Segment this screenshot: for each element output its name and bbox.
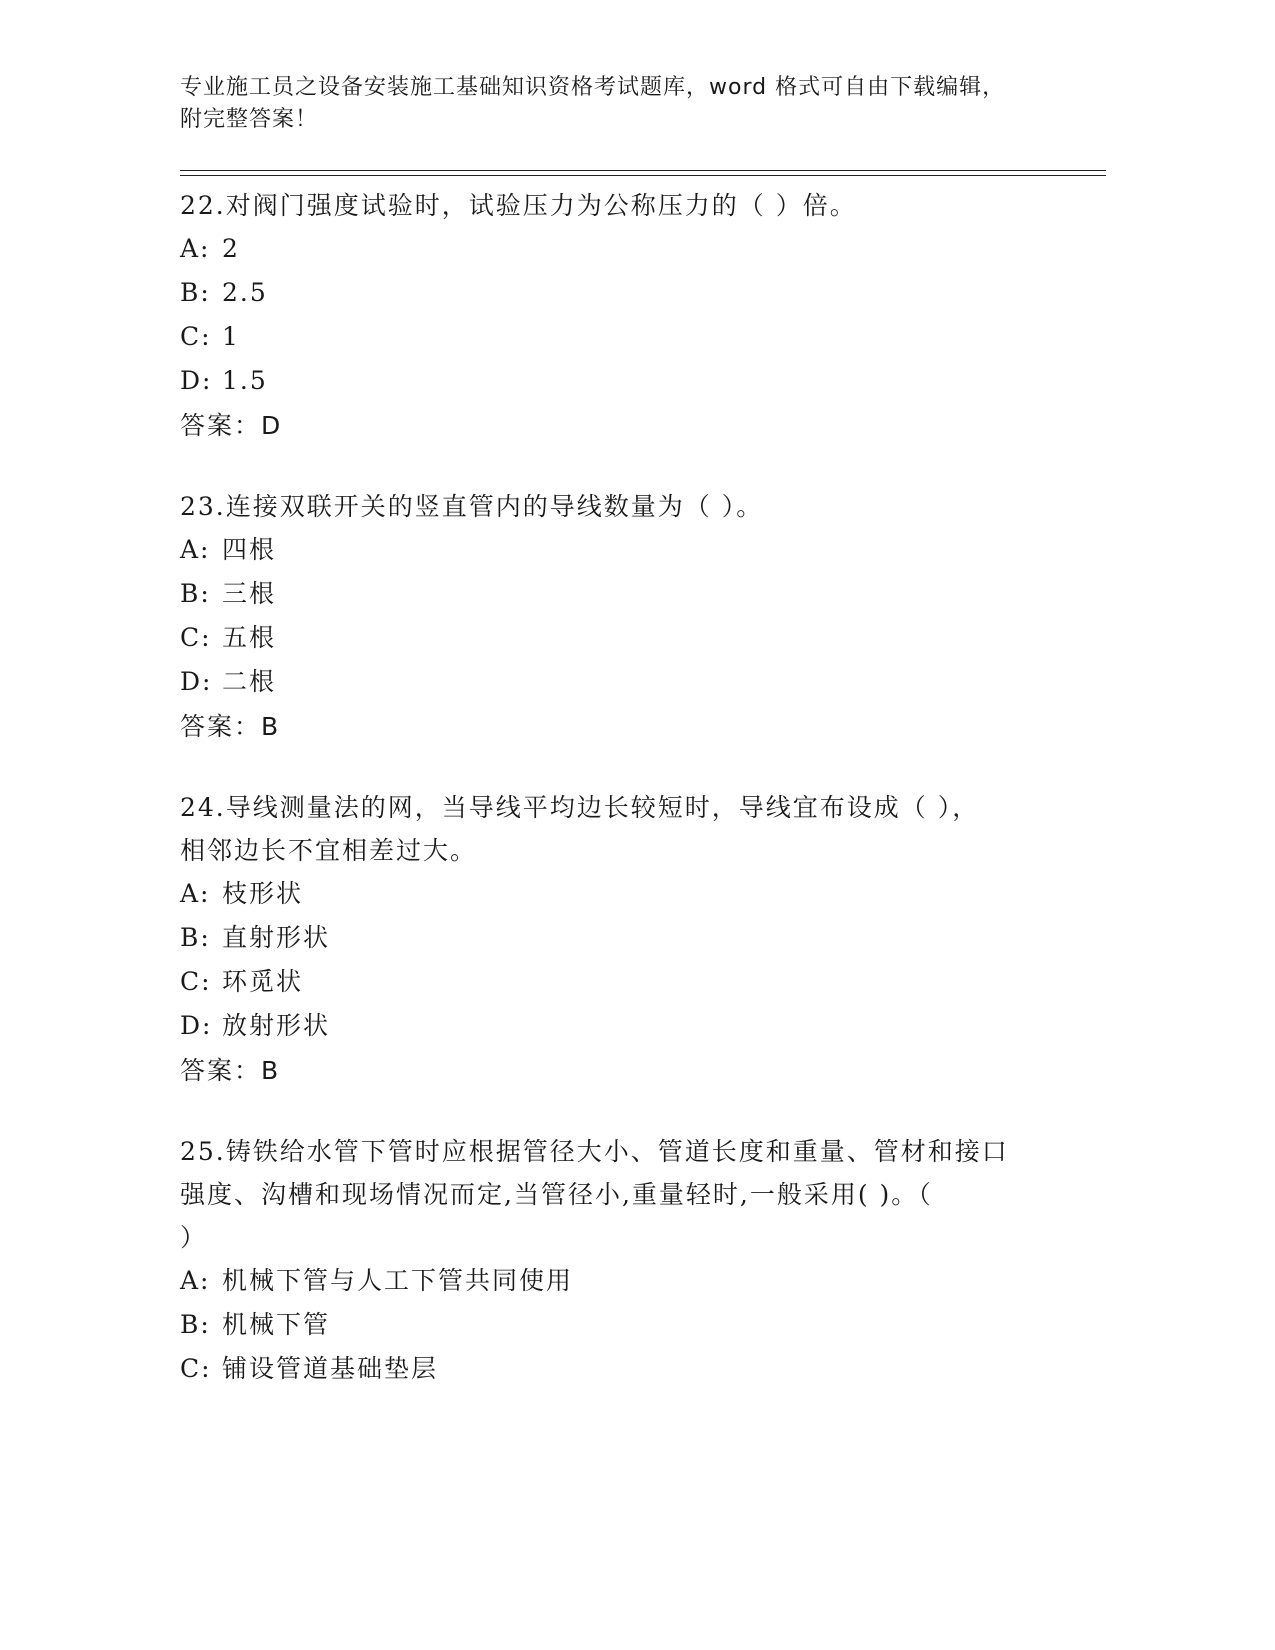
option-text: 1.5 xyxy=(222,366,268,395)
option-text: 枝形状 xyxy=(222,879,304,908)
option-d xyxy=(180,660,1080,704)
question-23 xyxy=(180,485,1080,750)
option-label: A: xyxy=(180,879,211,908)
answer-line: 答案：D xyxy=(180,411,283,440)
option-c xyxy=(180,960,1080,1004)
question-stem: 22.对阀门强度试验时，试验压力为公称压力的（ ）倍。 xyxy=(180,191,857,220)
option-a xyxy=(180,1259,1080,1303)
option-b xyxy=(180,1303,1080,1347)
question-stem-line-1: 25.铸铁给水管下管时应根据管径大小、管道长度和重量、管材和接口 xyxy=(180,1137,1009,1166)
option-text: 环觅状 xyxy=(222,967,304,996)
question-24 xyxy=(180,786,1080,1094)
answer-line: 答案：B xyxy=(180,712,281,741)
option-d xyxy=(180,1004,1080,1048)
option-label: B: xyxy=(180,278,211,307)
question-22 xyxy=(180,184,1080,449)
question-stem-line-3: ） xyxy=(180,1223,208,1252)
option-d xyxy=(180,359,1080,403)
option-text: 三根 xyxy=(222,579,277,608)
option-label: D: xyxy=(180,667,213,696)
header-divider-top xyxy=(180,170,1106,171)
option-text: 1 xyxy=(222,322,240,351)
option-text: 机械下管与人工下管共同使用 xyxy=(222,1266,574,1295)
option-label: C: xyxy=(180,1354,212,1383)
option-label: C: xyxy=(180,322,212,351)
question-stem-line-1: 24.导线测量法的网，当导线平均边长较短时，导线宜布设成（ ）， xyxy=(180,793,980,822)
option-a xyxy=(180,528,1080,572)
option-a xyxy=(180,227,1080,271)
header-line-1: 专业施工员之设备安装施工基础知识资格考试题库，word 格式可自由下载编辑， xyxy=(180,75,1006,100)
option-c xyxy=(180,616,1080,660)
option-text: 2.5 xyxy=(222,278,268,307)
header-line-2: 附完整答案！ xyxy=(180,107,319,132)
option-text: 直射形状 xyxy=(222,923,331,952)
option-b xyxy=(180,271,1080,315)
header-divider-bottom xyxy=(180,175,1106,176)
option-c xyxy=(180,1347,1080,1391)
option-text: 2 xyxy=(222,234,240,263)
option-label: A: xyxy=(180,1266,211,1295)
option-c xyxy=(180,315,1080,359)
option-label: D: xyxy=(180,366,213,395)
option-text: 二根 xyxy=(222,667,277,696)
option-text: 四根 xyxy=(222,535,277,564)
option-text: 五根 xyxy=(222,623,277,652)
option-label: C: xyxy=(180,623,212,652)
option-label: A: xyxy=(180,234,211,263)
option-text: 放射形状 xyxy=(222,1011,331,1040)
answer-line: 答案：B xyxy=(180,1056,281,1085)
option-b xyxy=(180,572,1080,616)
option-label: B: xyxy=(180,923,211,952)
question-25 xyxy=(180,1130,1080,1391)
option-label: D: xyxy=(180,1011,213,1040)
option-label: B: xyxy=(180,1310,211,1339)
option-label: B: xyxy=(180,579,211,608)
question-stem-line-2: 强度、沟槽和现场情况而定,当管径小,重量轻时,一般采用( )。（ xyxy=(180,1180,933,1209)
option-text: 铺设管道基础垫层 xyxy=(222,1354,439,1383)
question-stem-line-2: 相邻边长不宜相差过大。 xyxy=(180,836,478,865)
option-label: C: xyxy=(180,967,212,996)
question-stem: 23.连接双联开关的竖直管内的导线数量为（ ）。 xyxy=(180,492,764,521)
option-label: A: xyxy=(180,535,211,564)
option-a xyxy=(180,872,1080,916)
page-header xyxy=(180,72,1050,136)
option-b xyxy=(180,916,1080,960)
option-text: 机械下管 xyxy=(222,1310,331,1339)
question-list xyxy=(180,184,1080,1427)
